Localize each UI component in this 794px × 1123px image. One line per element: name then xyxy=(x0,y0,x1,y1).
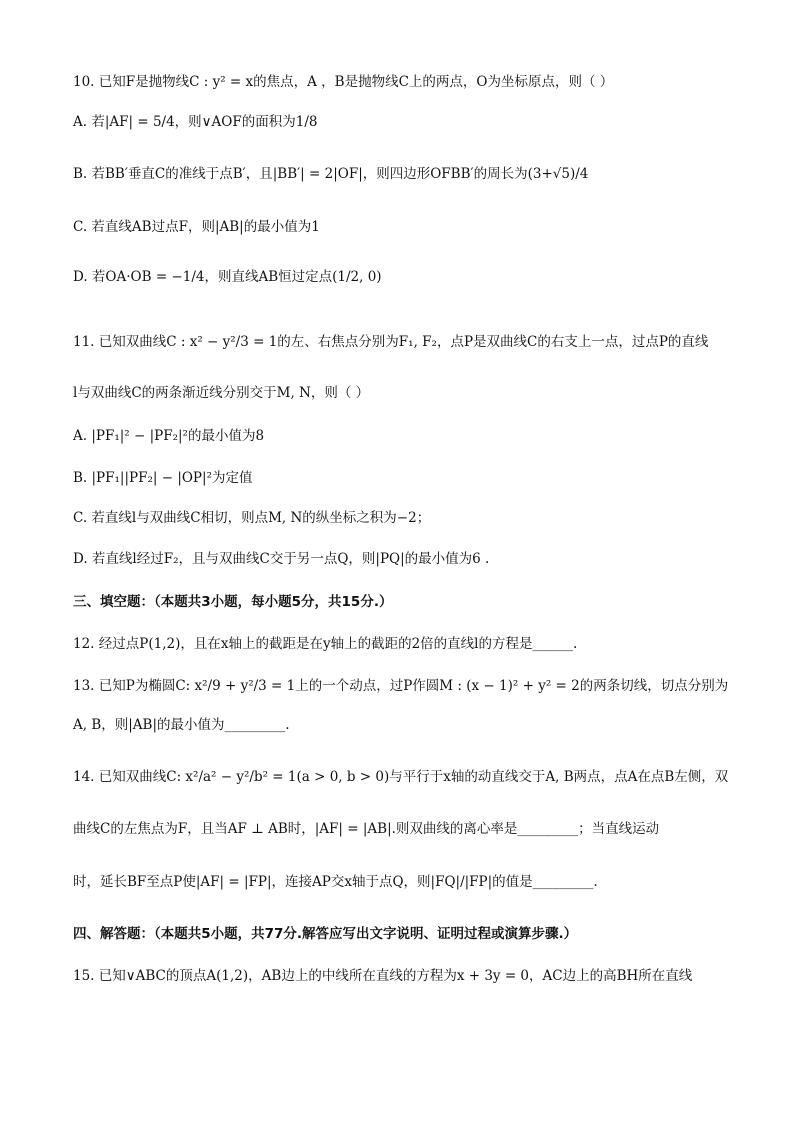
section-4-heading: 四、解答题：（本题共5小题，共77分.解答应写出文字说明、证明过程或演算步骤.） xyxy=(73,926,578,942)
section-3-heading: 三、填空题：（本题共3小题，每小题5分，共15分.） xyxy=(73,594,393,610)
q11-option-b: B. |PF₁||PF₂| − |OP|²为定值 xyxy=(73,470,253,486)
q11-option-d: D. 若直线l经过F₂，且与双曲线C交于另一点Q，则|PQ|的最小值为6 . xyxy=(73,551,490,567)
q13-line2: A, B，则|AB|的最小值为_________. xyxy=(73,717,290,733)
q11-stem-line2: l与双曲线C的两条渐近线分别交于M, N，则（ ） xyxy=(73,385,370,401)
q13-line1: 13. 已知P为椭圆C: x²/9 + y²/3 = 1上的一个动点，过P作圆M : (x − 1)² + y² = 2的两条切线，切点分别为 xyxy=(73,678,729,694)
q10-option-c: C. 若直线AB过点F，则|AB|的最小值为1 xyxy=(73,219,320,235)
q14-line3: 时，延长BF至点P使|AF| = |FP|，连接AP交x轴于点Q，则|FQ|/|FP|的值是_________. xyxy=(73,874,598,890)
q12: 12. 经过点P(1,2)，且在x轴上的截距是在y轴上的截距的2倍的直线l的方程是______. xyxy=(73,636,578,652)
q10-stem: 10. 已知F是抛物线C : y² = x的焦点，A ，B是抛物线C上的两点，O为坐标原点，则（ ） xyxy=(73,74,614,90)
q11-option-c: C. 若直线l与双曲线C相切，则点M, N的纵坐标之积为−2； xyxy=(73,510,431,526)
q14-line1: 14. 已知双曲线C: x²/a² − y²/b² = 1(a > 0, b > 0)与平行于x轴的动直线交于A, B两点，点A在点B左侧，双 xyxy=(73,769,729,785)
q10-option-b: B. 若BB′垂直C的准线于点B′，且|BB′| = 2|OF|，则四边形OFBB′的周长为(3+√5)/4 xyxy=(73,166,589,182)
q11-option-a: A. |PF₁|² − |PF₂|²的最小值为8 xyxy=(73,428,265,444)
q15: 15. 已知∨ABC的顶点A(1,2)，AB边上的中线所在直线的方程为x + 3y = 0，AC边上的高BH所在直线 xyxy=(73,968,693,984)
q14-line2: 曲线C的左焦点为F，且当AF ⊥ AB时，|AF| = |AB|.则双曲线的离心率是_________；当直线运动 xyxy=(73,821,660,837)
q10-option-d: D. 若OA·OB = −1/4，则直线AB恒过定点(1/2, 0) xyxy=(73,269,382,285)
q10-option-a: A. 若|AF| = 5/4，则∨AOF的面积为1/8 xyxy=(73,114,318,130)
q11-stem-line1: 11. 已知双曲线C : x² − y²/3 = 1的左、右焦点分别为F₁, F₂，点P是双曲线C的右支上一点，过点P的直线 xyxy=(73,334,709,350)
